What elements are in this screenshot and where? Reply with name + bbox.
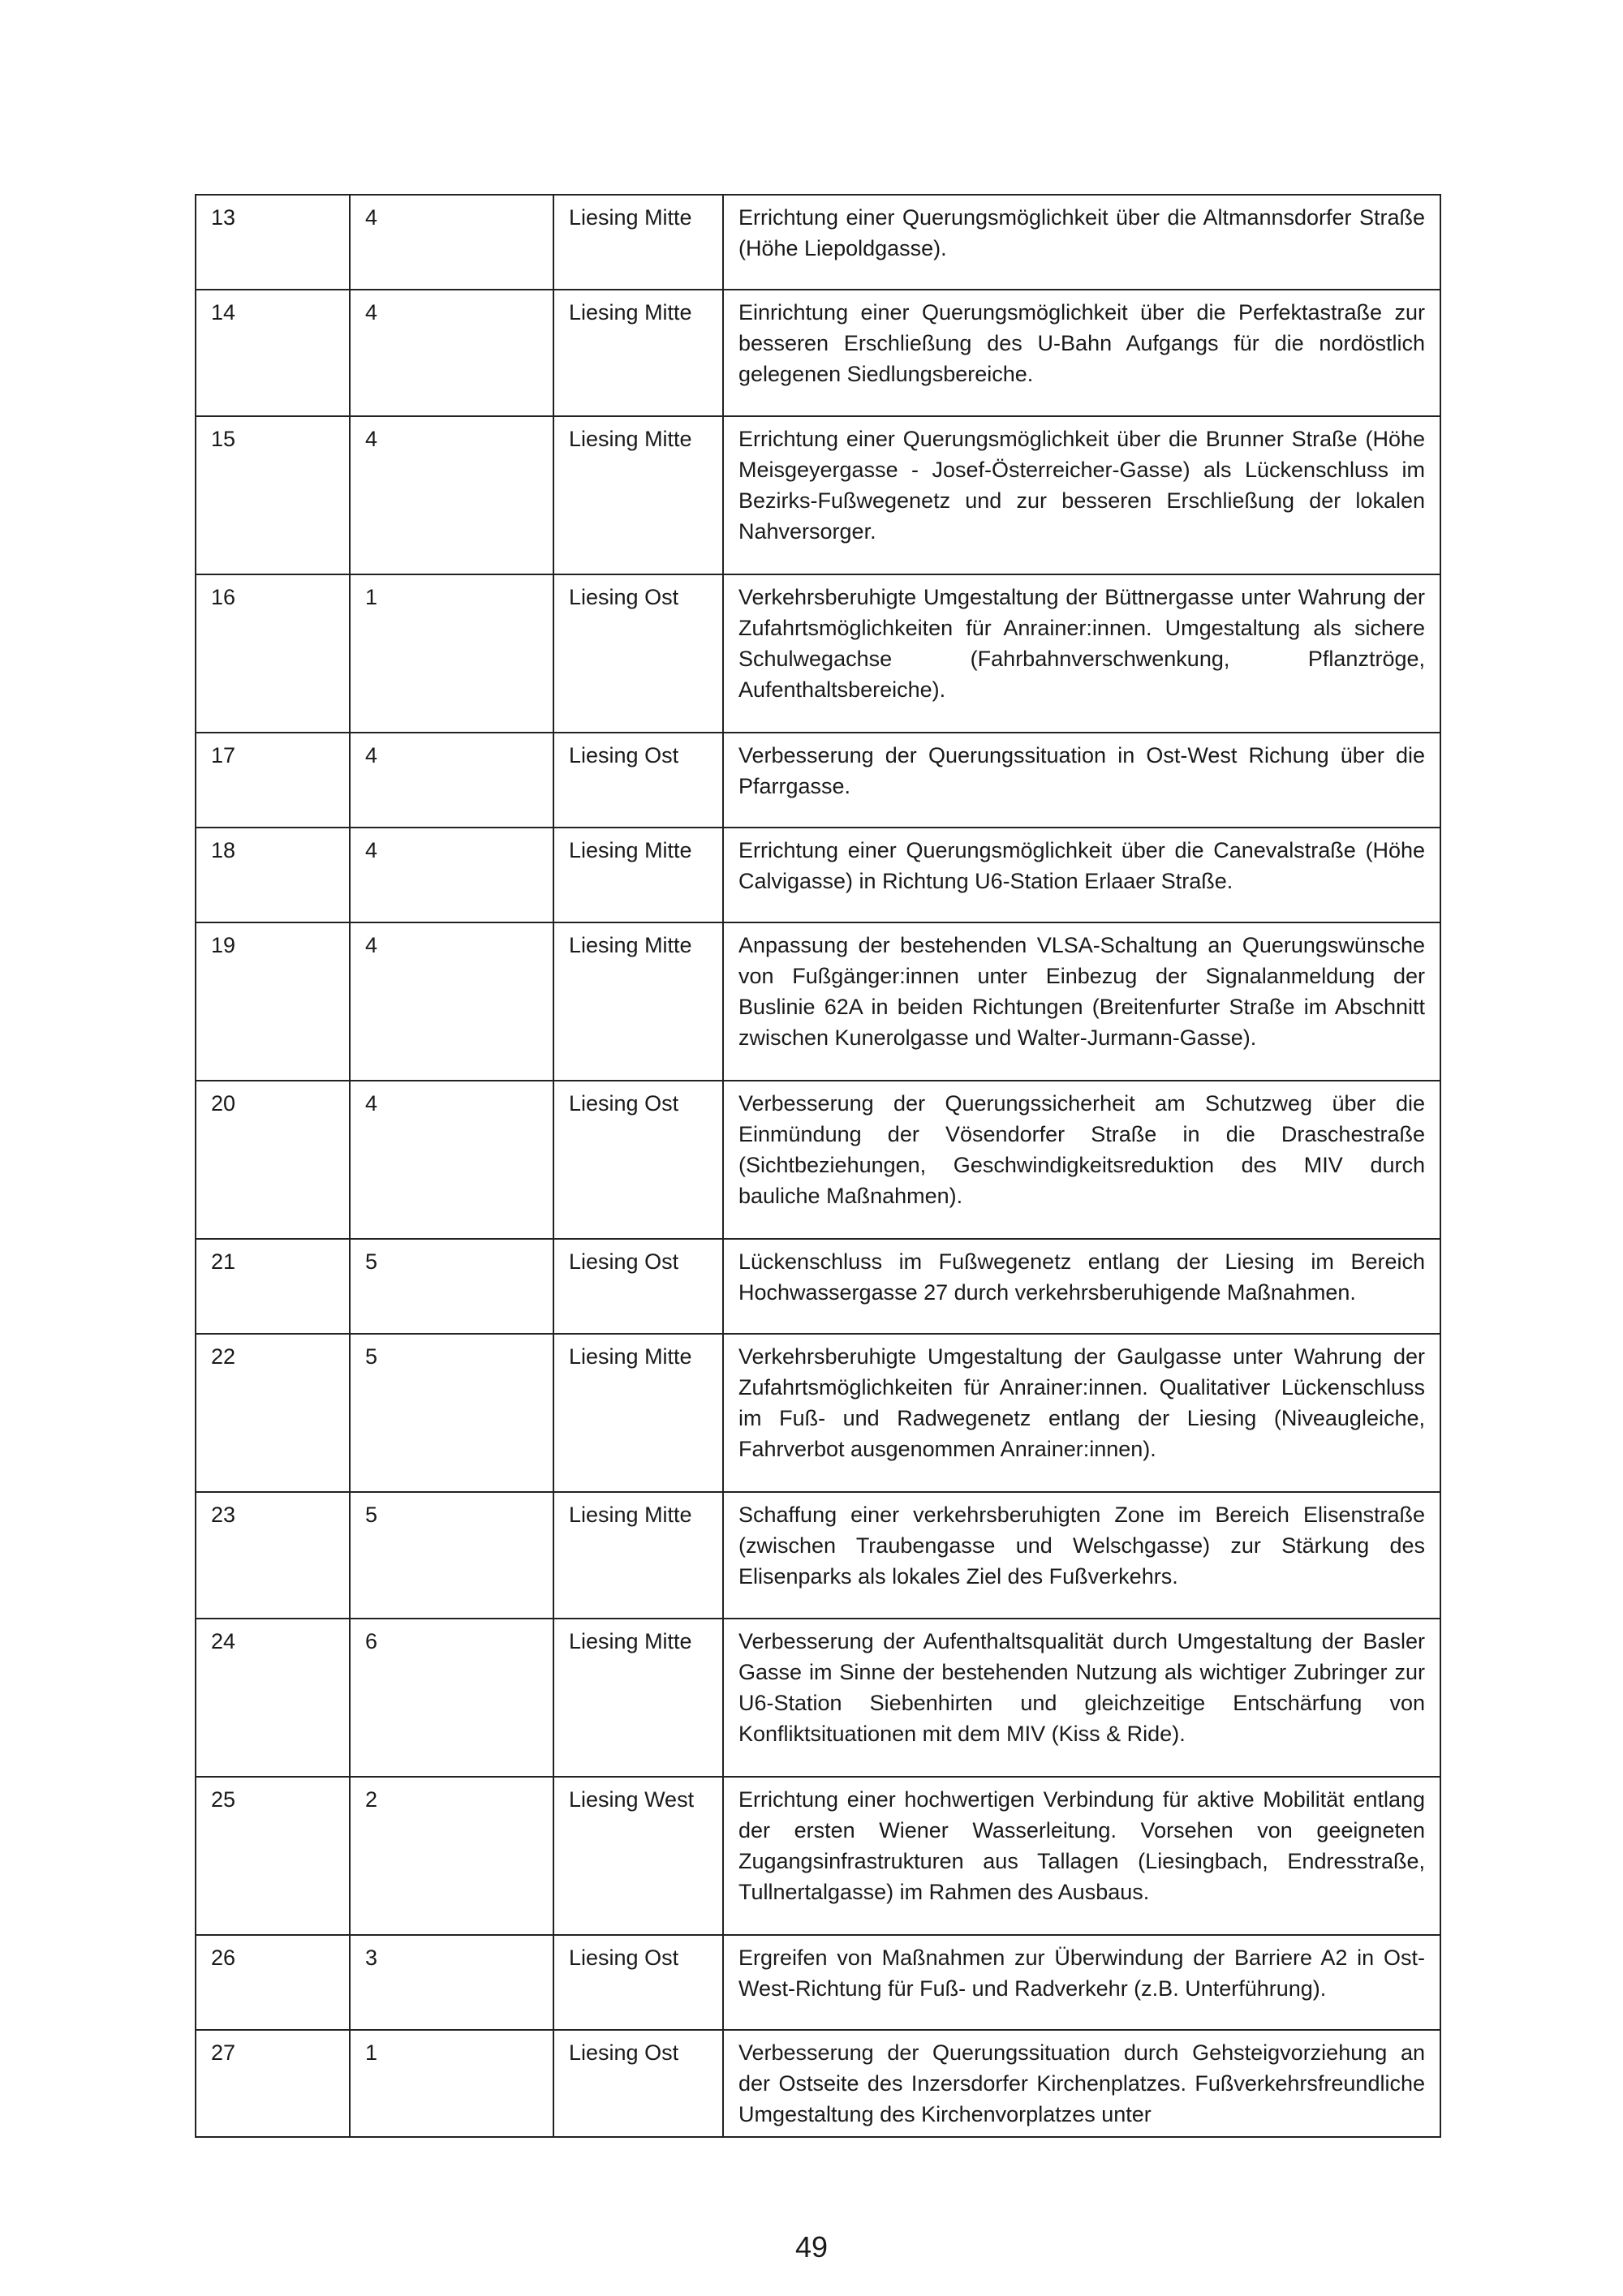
measure-area: Liesing Ost [553, 1081, 723, 1239]
measure-number: 25 [196, 1777, 350, 1935]
table-row [196, 290, 1440, 416]
measure-priority: 4 [350, 195, 553, 290]
table-row [196, 828, 1440, 922]
measure-priority: 4 [350, 290, 553, 416]
measure-area: Liesing West [553, 1777, 723, 1935]
measure-description: Einrichtung einer Querungsmöglichkeit über die Perfektastraße zur besseren Erschließung des U-Bahn Aufgangs für die nordöstlich gelegenen Siedlungsbereiche. [723, 290, 1440, 416]
measure-number: 14 [196, 290, 350, 416]
measure-area: Liesing Mitte [553, 1492, 723, 1619]
measure-area: Liesing Ost [553, 1239, 723, 1334]
table-row [196, 195, 1440, 290]
measure-number: 26 [196, 1935, 350, 2030]
measure-priority: 1 [350, 2030, 553, 2137]
measure-priority: 2 [350, 1777, 553, 1935]
measure-area: Liesing Ost [553, 574, 723, 733]
measure-description: Verbesserung der Aufenthaltsqualität durch Umgestaltung der Basler Gasse im Sinne der bestehenden Nutzung als wichtiger Zubringer zur U6-Station Siebenhirten und gleichzeitige Entschärfung von Konfliktsituationen mit dem MIV (Kiss & Ride). [723, 1619, 1440, 1777]
measure-description: Verbesserung der Querungssituation in Ost-West Richung über die Pfarrgasse. [723, 733, 1440, 828]
table-row [196, 2030, 1440, 2137]
measure-description: Verkehrsberuhigte Umgestaltung der Gaulgasse unter Wahrung der Zufahrtsmöglichkeiten für Anrainer:innen. Qualitativer Lückenschluss im Fuß- und Radwegenetz entlang der Liesing (Niveaugleiche, Fahrverbot ausgenommen Anrainer:innen). [723, 1334, 1440, 1492]
measure-description: Lückenschluss im Fußwegenetz entlang der Liesing im Bereich Hochwassergasse 27 durch verkehrsberuhigende Maßnahmen. [723, 1239, 1440, 1334]
table-row [196, 1492, 1440, 1619]
measures-table [195, 194, 1441, 2138]
measure-priority: 6 [350, 1619, 553, 1777]
measure-number: 15 [196, 416, 350, 574]
table-row [196, 1619, 1440, 1777]
measure-description: Errichtung einer hochwertigen Verbindung für aktive Mobilität entlang der ersten Wiener Wasserleitung. Vorsehen von geeigneten Zugangsinfrastrukturen aus Tallagen (Liesingbach, Endresstraße, Tullnertalgasse) im Rahmen des Ausbaus. [723, 1777, 1440, 1935]
measure-priority: 5 [350, 1239, 553, 1334]
measure-priority: 3 [350, 1935, 553, 2030]
measure-area: Liesing Mitte [553, 1619, 723, 1777]
measure-area: Liesing Ost [553, 1935, 723, 2030]
measure-number: 24 [196, 1619, 350, 1777]
measure-priority: 4 [350, 416, 553, 574]
measure-description: Anpassung der bestehenden VLSA-Schaltung an Querungswünsche von Fußgänger:innen unter Einbezug der Signalanmeldung der Buslinie 62A in beiden Richtungen (Breitenfurter Straße im Abschnitt zwischen Kunerolgasse und Walter-Jurmann-Gasse). [723, 922, 1440, 1081]
measure-number: 22 [196, 1334, 350, 1492]
measure-description: Verkehrsberuhigte Umgestaltung der Büttnergasse unter Wahrung der Zufahrtsmöglichkeiten für Anrainer:innen. Umgestaltung als sichere Schulwegachse (Fahrbahnverschwenkung, Pflanztröge, Aufenthaltsbereiche). [723, 574, 1440, 733]
measure-description: Errichtung einer Querungsmöglichkeit über die Altmannsdorfer Straße (Höhe Liepoldgasse). [723, 195, 1440, 290]
measure-number: 21 [196, 1239, 350, 1334]
table-row [196, 1935, 1440, 2030]
measure-priority: 5 [350, 1492, 553, 1619]
table-row [196, 416, 1440, 574]
measure-number: 27 [196, 2030, 350, 2137]
measures-table-body [196, 195, 1440, 2137]
measure-description: Verbesserung der Querungssicherheit am Schutzweg über die Einmündung der Vösendorfer Straße in die Draschestraße (Sichtbeziehungen, Geschwindigkeitsreduktion des MIV durch bauliche Maßnahmen). [723, 1081, 1440, 1239]
measure-priority: 4 [350, 1081, 553, 1239]
measure-area: Liesing Ost [553, 733, 723, 828]
table-row [196, 733, 1440, 828]
measure-area: Liesing Mitte [553, 290, 723, 416]
measure-description: Errichtung einer Querungsmöglichkeit über die Brunner Straße (Höhe Meisgeyergasse - Josef-Österreicher-Gasse) als Lückenschluss im Bezirks-Fußwegenetz und zur besseren Erschließung der lokalen Nahversorger. [723, 416, 1440, 574]
measure-priority: 1 [350, 574, 553, 733]
measure-priority: 5 [350, 1334, 553, 1492]
measure-number: 20 [196, 1081, 350, 1239]
measure-description: Errichtung einer Querungsmöglichkeit über die Canevalstraße (Höhe Calvigasse) in Richtung U6-Station Erlaaer Straße. [723, 828, 1440, 922]
measure-area: Liesing Mitte [553, 1334, 723, 1492]
measure-priority: 4 [350, 828, 553, 922]
measure-description: Ergreifen von Maßnahmen zur Überwindung der Barriere A2 in Ost-West-Richtung für Fuß- und Radverkehr (z.B. Unterführung). [723, 1935, 1440, 2030]
measure-description: Schaffung einer verkehrsberuhigten Zone im Bereich Elisenstraße (zwischen Traubengasse und Welschgasse) zur Stärkung des Elisenparks als lokales Ziel des Fußverkehrs. [723, 1492, 1440, 1619]
table-row [196, 1081, 1440, 1239]
table-row [196, 1777, 1440, 1935]
table-row [196, 1334, 1440, 1492]
page-number: 49 [794, 2230, 829, 2264]
table-row [196, 574, 1440, 733]
measure-priority: 4 [350, 733, 553, 828]
measure-number: 23 [196, 1492, 350, 1619]
table-row [196, 1239, 1440, 1334]
measure-number: 16 [196, 574, 350, 733]
measure-area: Liesing Mitte [553, 828, 723, 922]
measure-area: Liesing Mitte [553, 922, 723, 1081]
measure-area: Liesing Mitte [553, 195, 723, 290]
measure-number: 13 [196, 195, 350, 290]
measure-area: Liesing Mitte [553, 416, 723, 574]
measure-priority: 4 [350, 922, 553, 1081]
measure-area: Liesing Ost [553, 2030, 723, 2137]
table-row [196, 922, 1440, 1081]
measure-number: 17 [196, 733, 350, 828]
measure-number: 19 [196, 922, 350, 1081]
measure-description: Verbesserung der Querungssituation durch Gehsteigvorziehung an der Ostseite des Inzersdorfer Kirchenplatzes. Fußverkehrsfreundliche Umgestaltung des Kirchenvorplatzes unter [723, 2030, 1440, 2137]
measure-number: 18 [196, 828, 350, 922]
